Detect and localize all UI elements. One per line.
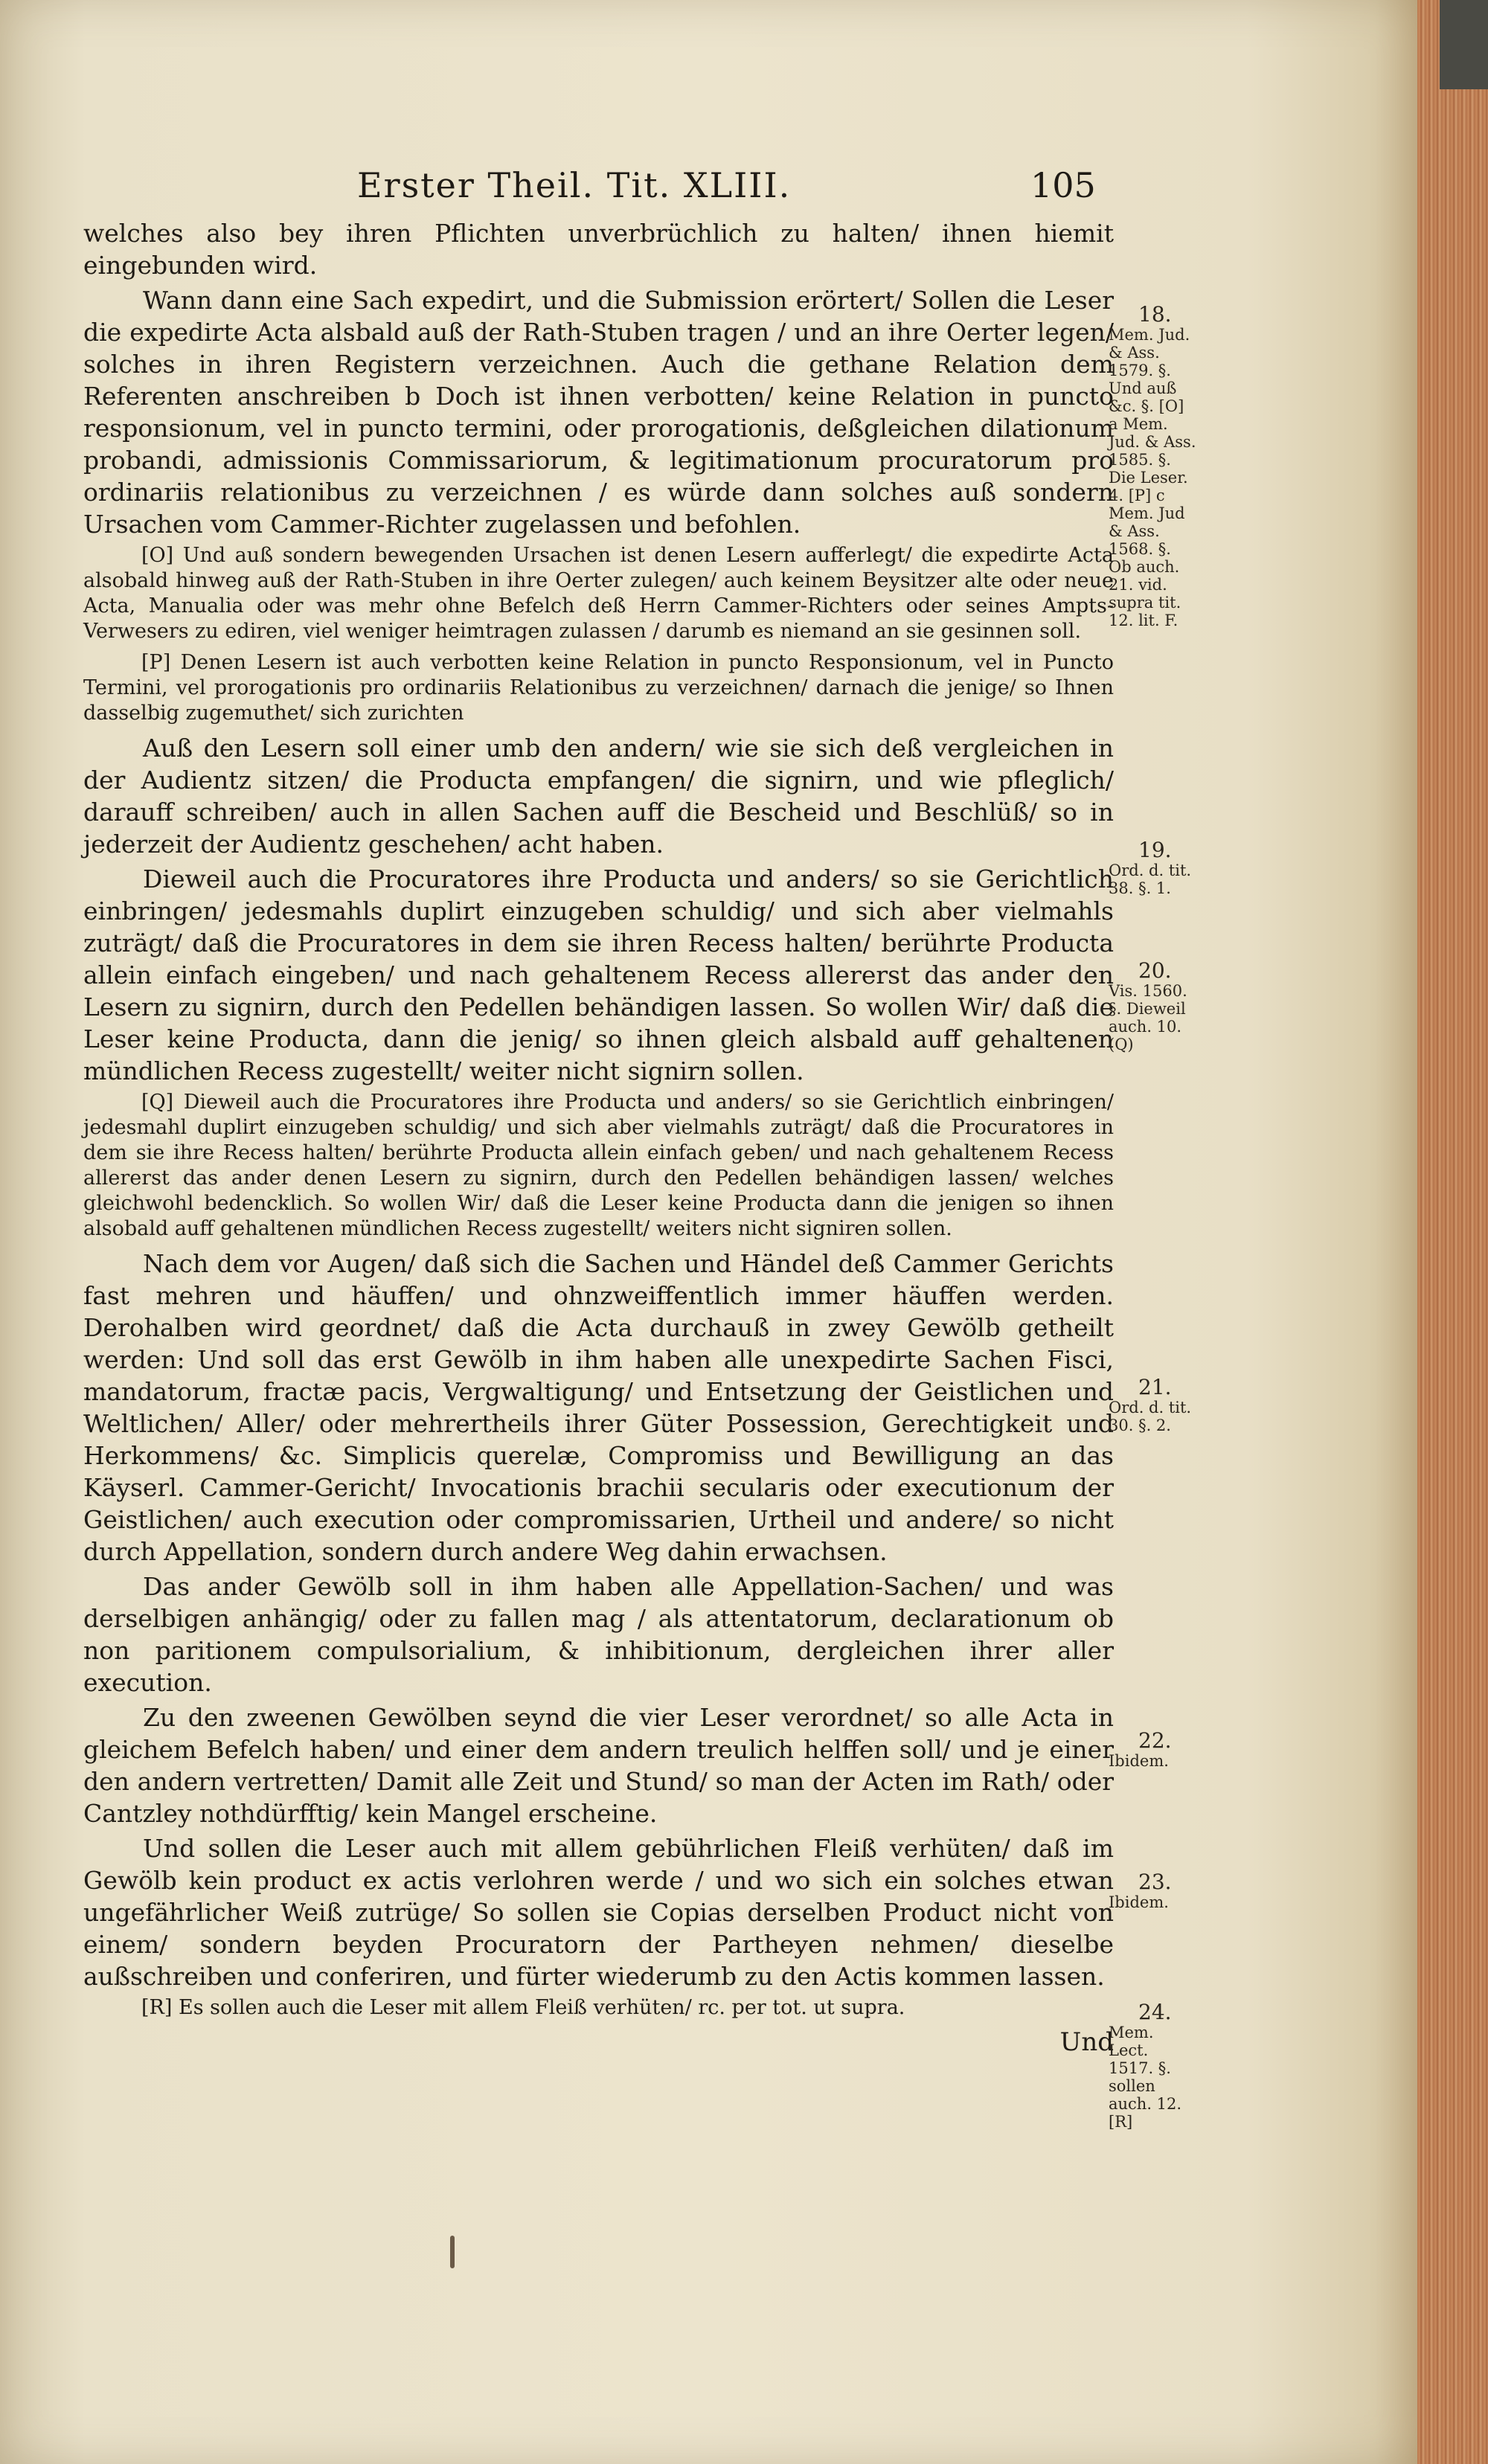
margin-number: 20. <box>1138 958 1172 983</box>
margin-note <box>1109 1376 1198 1434</box>
paragraph: Dieweil auch die Procuratores ihre Producta und anders/ so sie Gerichtlich einbringen/ jedesmahls duplirt einzugeben schuldig/ und sich aber vielmahls zuträgt/ daß die Procuratores in dem sie ihren Recess halten/ berührte Producta allein einfach eingeben/ und nach gehaltenem Recess allererst das ander den Lesern zu signirn, durch den Pedellen behändigen lassen. So wollen Wir/ daß die Leser keine Producta, dann die jenig/ so ihnen gleich alsbald auff gehaltenen mündlichen Recess zugestellt/ weiter nicht signirn sollen. <box>83 864 1114 1085</box>
margin-text: Ord. d. tit. 38. §. 1. <box>1109 862 1192 897</box>
margin-number: 18. <box>1138 302 1172 327</box>
paragraph: welches also bey ihren Pflichten unverbrüchlich zu halten/ ihnen hiemit eingebunden wird. <box>83 219 1114 280</box>
margin-note <box>1109 960 1198 1053</box>
footnote-R: [R] Es sollen auch die Leser mit allem Fleiß verhüten/ rc. per tot. ut supra. <box>141 1996 905 2019</box>
paragraph: Auß den Lesern soll einer umb den andern/ wie sie sich deß vergleichen in der Audientz sitzen/ die Producta empfangen/ die signirn, und wie pfleglich/ darauff schreiben/ auch in allen Sachen auff die Bescheid und Beschlüß/ so in jederzeit der Audientz geschehen/ acht haben. <box>83 734 1114 859</box>
margin-number: 22. <box>1138 1728 1172 1753</box>
margin-number: 23. <box>1138 1870 1172 1894</box>
margin-note <box>1109 304 1198 629</box>
paragraph: Und sollen die Leser auch mit allem gebührlichen Fleiß verhüten/ daß im Gewölb kein product ex actis verlohren werde / und wo sich ein solches etwan ungefährlicher Weiß zutrüge/ So sollen sie Copias derselben Product nicht von einem/ sondern beyden Procuratorn der Partheyen nehmen/ dieselbe außschreiben und conferiren, und fürter wiederumb zu den Actis kommen lassen. <box>83 1834 1114 1991</box>
running-header <box>357 165 1138 217</box>
paragraph: Zu den zweenen Gewölben seynd die vier Leser verordnet/ so alle Acta in gleichem Befelch haben/ und einer dem andern treulich helffen soll/ und je einer den andern vertretten/ Damit alle Zeit und Stund/ so man der Acten im Rath/ oder Cantzley nothdürfftig/ kein Mangel erscheine. <box>83 1703 1114 1828</box>
margin-text: Ibidem. <box>1109 1752 1169 1770</box>
footnote-P: [P] Denen Lesern ist auch verbotten keine Relation in puncto Responsionum, vel in Puncto Termini, vel prorogationis pro ordinariis Relationibus zu verzeichnen/ darnach die jenige/ so Ihnen dasselbig zugemuthet/ sich zurichten <box>83 651 1114 725</box>
page-number: 105 <box>1030 165 1096 205</box>
catchword: Und <box>1059 2027 1114 2057</box>
book-spine-corner <box>1440 0 1488 89</box>
footnote-Q: [Q] Dieweil auch die Procuratores ihre Producta und anders/ so sie Gerichtlich einbringen/ jedesmahl duplirt einzugeben schuldig/ und sich aber vielmahls zuträgt/ daß die Procuratores in dem sie ihre Recess halten/ berührte Producta allein einfach geben/ und nach gehaltenem Recess allererst das ander denen Lesern zu signirn, durch den Pedellen behändigen lassen/ welches gleichwohl bedencklich. So wollen Wir/ daß die Leser keine Producta dann die jenigen so ihnen alsobald auff gehaltenen mündlichen Recess zugestellt/ weiters nicht signiren sollen. <box>83 1091 1114 1240</box>
header-title: Erster Theil. Tit. XLIII. <box>357 165 792 205</box>
margin-text: Vis. 1560. §. Dieweil auch. 10. (Q) <box>1109 982 1187 1053</box>
paragraph: Das ander Gewölb soll in ihm haben alle Appellation-Sachen/ und was derselbigen anhängig/ oder zu fallen mag / als attentatorum, declarationum ob non paritionem compulsorialium, & inhibitionum, dergleichen ihrer aller execution. <box>83 1572 1114 1697</box>
footnote-O: [O] Und auß sondern bewegenden Ursachen ist denen Lesern aufferlegt/ die expedirte Acta alsobald hinweg auß der Rath-Stuben in ihre Oerter zulegen/ auch keinem Beysitzer alte oder neue Acta, Manualia oder was mehr ohne Befelch deß Herrn Cammer-Richters oder seines Ampts-Verwesers zu ediren, viel weniger heimtragen zulassen / darumb es niemand an sie gesinnen soll. <box>83 544 1114 643</box>
margin-text: Ibidem. <box>1109 1893 1169 1911</box>
paragraph: Nach dem vor Augen/ daß sich die Sachen und Händel deß Cammer Gerichts fast mehren und häuffen/ und ohnzweiffentlich immer häuffen werden. Derohalben wird geordnet/ daß die Acta durchauß in zwey Gewölb getheilt werden: Und soll das erst Gewölb in ihm haben alle unexpedirte Sachen Fisci, mandatorum, fractæ pacis, Vergwaltigung/ und Entsetzung der Geistlichen und Weltlichen/ Aller/ oder mehrertheils ihrer Güter Possession, Gerechtigkeit und Herkommens/ &c. Simplicis querelæ, Compromiss und Bewilligung an das Käyserl. Cammer-Gericht/ Invocationis brachii secularis oder executionum der Geistlichen/ auch execution oder compromissarien, Urtheil und andere/ so nicht durch Appellation, sondern durch andere Weg dahin erwachsen. <box>83 1249 1114 1566</box>
main-text <box>83 217 1114 2062</box>
margin-note <box>1109 2001 1198 2131</box>
margin-note <box>1109 839 1198 897</box>
ink-mark <box>450 2236 455 2268</box>
paragraph: Wann dann eine Sach expedirt, und die Submission erörtert/ Sollen die Leser die expedirte Acta alsbald auß der Rath-Stuben tragen / und an ihre Oerter legen/ solches in ihren Registern verzeichnen. Auch die gethane Relation dem Referenten anschreiben b Doch ist ihnen verbotten/ keine Relation in puncto responsionum, vel in puncto termini, oder prorogationis, deßgleichen dilationum probandi, admissionis Commissariorum, & legitimationum procuratorum pro ordinariis relationibus zu verzeichnen / es würde dann solches auß sondern Ursachen vom Cammer-Richter zugelassen und befohlen. <box>83 286 1114 539</box>
margin-note <box>1109 1871 1198 1911</box>
margin-text: Mem. Jud. & Ass. 1579. §. Und auß &c. §. [O] a Mem. Jud. & Ass. 1585. §. Die Leser. 4. [P] c Mem. Jud & Ass. 1568. §. Ob auch. 21. vid. supra tit. 12. lit. F. <box>1109 326 1196 629</box>
margin-number: 21. <box>1138 1375 1172 1399</box>
margin-note <box>1109 1730 1198 1770</box>
margin-number: 19. <box>1138 838 1172 862</box>
margin-number: 24. <box>1138 2000 1172 2024</box>
book-fore-edge <box>1417 0 1488 2464</box>
margin-text: Mem. Lect. 1517. §. sollen auch. 12. [R] <box>1109 2024 1182 2131</box>
margin-text: Ord. d. tit. 30. §. 2. <box>1109 1399 1192 1434</box>
